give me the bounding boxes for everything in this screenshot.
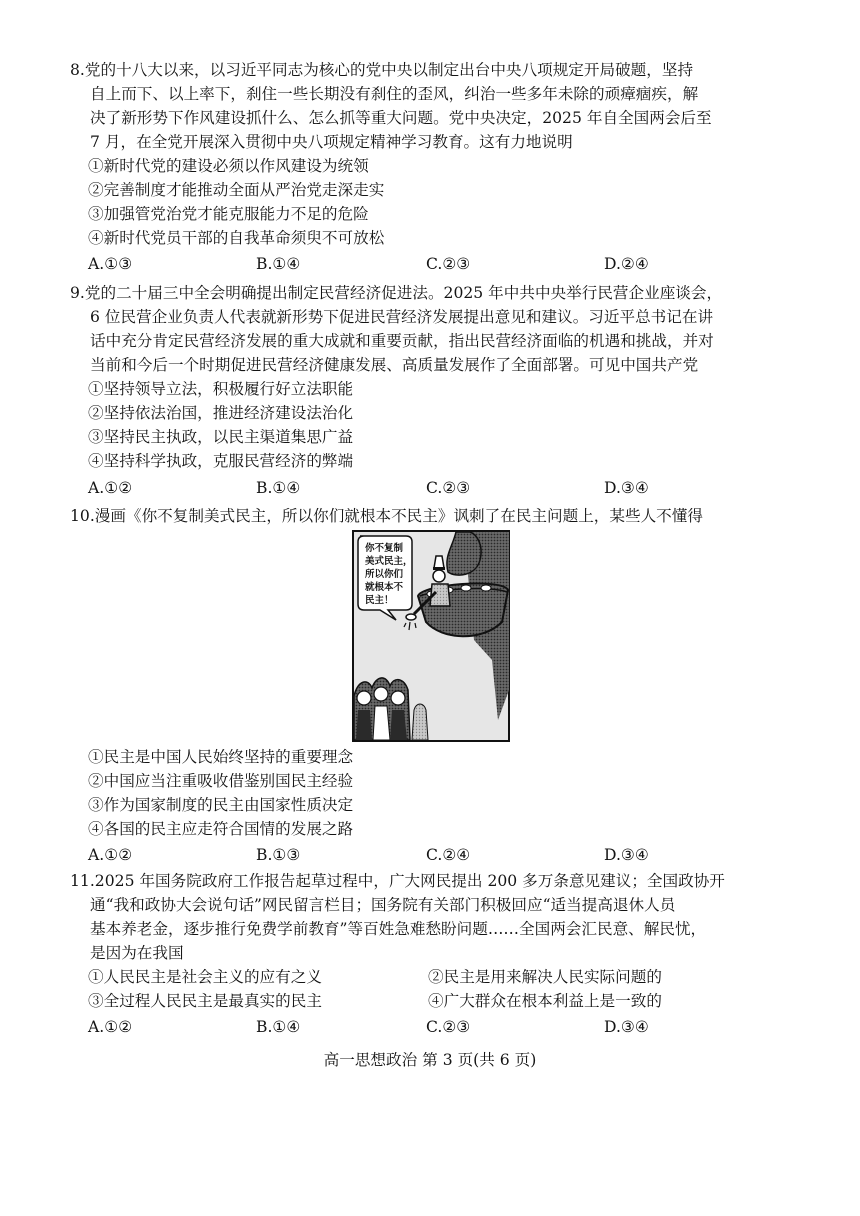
question-9-stem-line-4: 当前和今后一个时期促进民营经济健康发展、高质量发展作了全面部署。可见中国共产党 [90,356,699,374]
question-8-stem-line-3: 决了新形势下作风建设抓什么、怎么抓等重大问题。党中央决定，2025 年自全国两会后至 [90,109,712,127]
question-11-answer-c[interactable]: C.②③ [426,1018,471,1036]
question-9-option-4: ④坚持科学执政，克服民营经济的弊端 [88,452,354,470]
question-9-answer-b[interactable]: B.①④ [256,479,301,497]
question-11-option-4: ④广大群众在根本利益上是一致的 [428,992,662,1010]
question-11-stem-line-4: 是因为在我国 [90,944,184,962]
question-8-option-3: ③加强管党治党才能克服能力不足的危险 [88,205,369,223]
question-9-answer-a[interactable]: A.①② [88,479,133,497]
question-8-option-4: ④新时代党员干部的自我革命须臾不可放松 [88,229,385,247]
question-11-stem-line-1: 11.2025 年国务院政府工作报告起草过程中，广大网民提出 200 多万条意见建议；全国政协开 [70,872,725,890]
question-8-stem-line-1: 8.党的十八大以来，以习近平同志为核心的党中央以制定出台中央八项规定开局破题，坚持 [70,61,694,79]
question-8-answer-b[interactable]: B.①④ [256,255,301,273]
question-9-stem-line-1: 9.党的二十届三中全会明确提出制定民营经济促进法。2025 年中共中央举行民营企业座谈会， [70,284,723,302]
question-11-option-1: ①人民民主是社会主义的应有之义 [88,968,322,986]
cartoon-text-line-2: 美式民主， [365,556,413,567]
question-11-stem-line-2: 通“我和政协大会说句话”网民留言栏目；国务院有关部门积极回应“适当提高退休人员 [90,896,676,914]
question-11-stem-line-3: 基本养老金，逐步推行免费学前教育”等百姓急难愁盼问题……全国两会汇民意、解民忧， [90,920,707,938]
question-8-option-1: ①新时代党的建设必须以作风建设为统领 [88,157,369,175]
question-8-answer-c[interactable]: C.②③ [426,255,471,273]
page-footer: 高一思想政治 第 3 页(共 6 页) [323,1051,537,1069]
cartoon-text-line-4: 就根本不 [365,582,404,593]
question-10-stem-line-1: 10.漫画《你不复制美式民主，所以你们就根本不民主》讽刺了在民主问题上，某些人不懂得 [70,507,703,525]
question-9-answer-c[interactable]: C.②③ [426,479,471,497]
question-9-option-3: ③坚持民主执政，以民主渠道集思广益 [88,428,354,446]
cartoon-image [352,530,510,742]
question-11-answer-b[interactable]: B.①④ [256,1018,301,1036]
question-10-option-4: ④各国的民主应走符合国情的发展之路 [88,820,354,838]
question-11-option-2: ②民主是用来解决人民实际问题的 [428,968,662,986]
question-10-answer-c[interactable]: C.②④ [426,846,471,864]
question-8-answer-d[interactable]: D.②④ [604,255,649,273]
question-10-option-1: ①民主是中国人民始终坚持的重要理念 [88,748,354,766]
question-10-option-2: ②中国应当注重吸收借鉴别国民主经验 [88,772,354,790]
question-11-answer-d[interactable]: D.③④ [604,1018,649,1036]
question-10-answer-a[interactable]: A.①② [88,846,133,864]
cartoon-text-line-1: 你不复制 [365,543,404,554]
question-9-option-2: ②坚持依法治国，推进经济建设法治化 [88,404,354,422]
question-10-option-3: ③作为国家制度的民主由国家性质决定 [88,796,354,814]
question-9-stem-line-2: 6 位民营企业负责人代表就新形势下促进民营经济发展提出意见和建议。习近平总书记在讲 [90,308,714,326]
question-8-stem-line-4: 7 月，在全党开展深入贯彻中央八项规定精神学习教育。这有力地说明 [90,133,573,151]
question-9-stem-line-3: 话中充分肯定民营经济发展的重大成就和重要贡献，指出民营经济面临的机遇和挑战，并对 [90,332,714,350]
cartoon-drawing [352,530,510,742]
question-9-option-1: ①坚持领导立法，积极履行好立法职能 [88,380,354,398]
question-10-answer-d[interactable]: D.③④ [604,846,649,864]
question-10-answer-b[interactable]: B.①③ [256,846,301,864]
question-9-answer-d[interactable]: D.③④ [604,479,649,497]
question-11-answer-a[interactable]: A.①② [88,1018,133,1036]
question-8-stem-line-2: 自上而下、以上率下，刹住一些长期没有刹住的歪风，纠治一些多年未除的顽瘴痼疾，解 [90,85,699,103]
question-11-option-3: ③全过程人民民主是最真实的民主 [88,992,322,1010]
question-8-option-2: ②完善制度才能推动全面从严治党走深走实 [88,181,385,199]
question-8-answer-a[interactable]: A.①③ [88,255,133,273]
cartoon-text-line-3: 所以你们 [365,569,404,580]
cartoon-text-line-5: 民主！ [365,595,394,606]
